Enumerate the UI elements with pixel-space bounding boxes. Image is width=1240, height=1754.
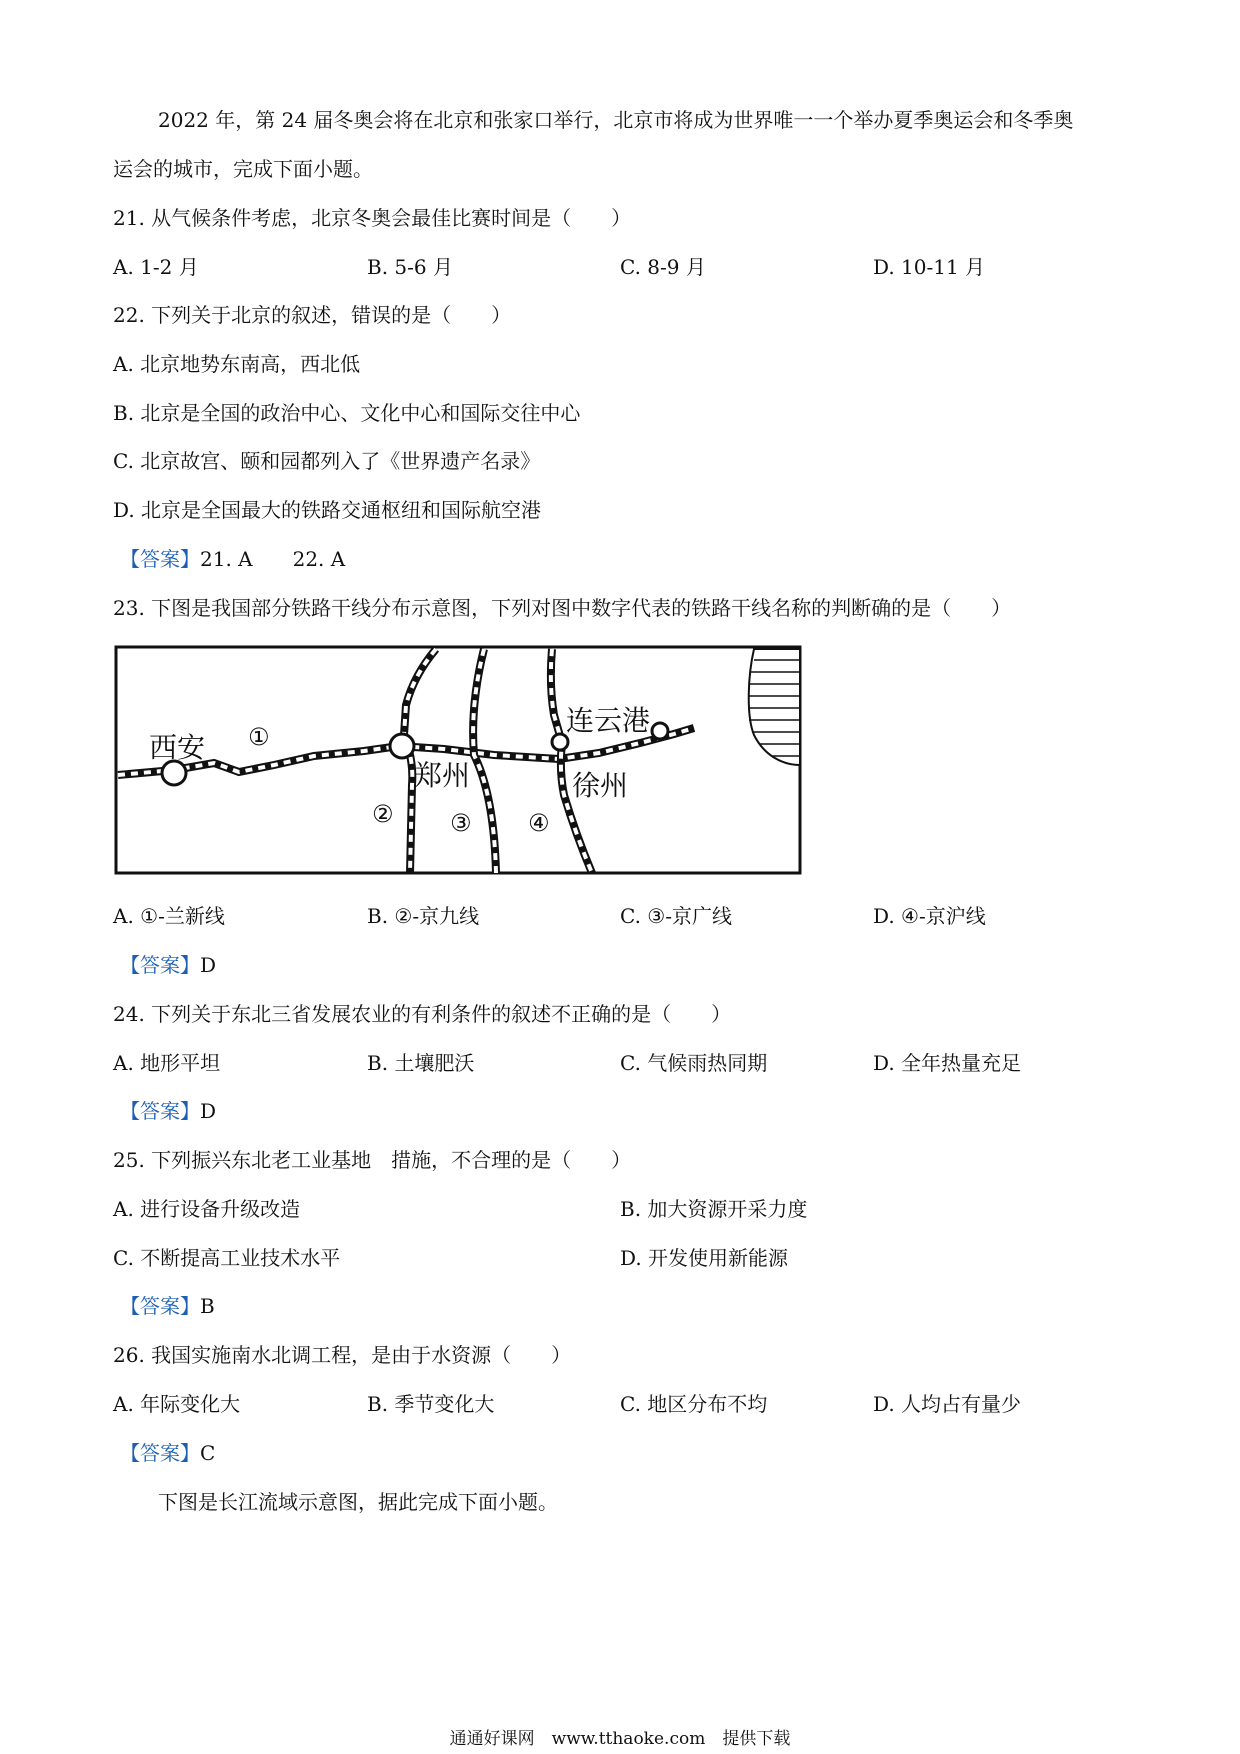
- intro-paragraph-line-1: 2022 年，第 24 届冬奥会将在北京和张家口举行，北京市将成为世界唯一一个举办夏季奥运会和冬季奥: [158, 108, 1074, 132]
- answer-24: [120, 1098, 216, 1124]
- answer-text: 21. A 22. A: [200, 547, 346, 571]
- answer-tag: 【答案】: [120, 547, 200, 571]
- answer-23: [120, 952, 216, 978]
- intro-paragraph-2: 下图是长江流域示意图，据此完成下面小题。: [158, 1490, 558, 1514]
- question-21-stem: 21. 从气候条件考虑，北京冬奥会最佳比赛时间是（ ）: [113, 206, 632, 230]
- question-21-option-c: C. 8-9 月: [620, 255, 706, 279]
- label-number-2: ②: [372, 800, 394, 828]
- question-23-stem: 23. 下图是我国部分铁路干线分布示意图，下列对图中数字代表的铁路干线名称的判断确的是（ ）: [113, 596, 1012, 620]
- question-25-stem: 25. 下列振兴东北老工业基地 措施，不合理的是（ ）: [113, 1148, 632, 1172]
- answer-21-22: [120, 546, 345, 572]
- question-21-option-d: D. 10-11 月: [873, 255, 986, 279]
- question-24-option-c: C. 气候雨热同期: [620, 1051, 768, 1075]
- question-26-option-b: B. 季节变化大: [367, 1392, 495, 1416]
- lianyungang-marker: [652, 723, 668, 739]
- answer-text: B: [200, 1294, 215, 1318]
- question-23-option-d: D. ④-京沪线: [873, 904, 986, 928]
- question-24-stem: 24. 下列关于东北三省发展农业的有利条件的叙述不正确的是（ ）: [113, 1002, 732, 1026]
- railway-map: [114, 645, 804, 875]
- question-22-option-b: B. 北京是全国的政治中心、文化中心和国际交往中心: [113, 401, 581, 425]
- question-24-option-b: B. 土壤肥沃: [367, 1051, 475, 1075]
- question-24-option-d: D. 全年热量充足: [873, 1051, 1022, 1075]
- answer-text: D: [200, 1099, 217, 1123]
- question-25-option-a: A. 进行设备升级改造: [113, 1197, 301, 1221]
- question-24-option-a: A. 地形平坦: [113, 1051, 221, 1075]
- label-number-4: ④: [528, 809, 550, 837]
- answer-tag: 【答案】: [120, 1441, 200, 1465]
- question-26-option-a: A. 年际变化大: [113, 1392, 241, 1416]
- question-26-stem: 26. 我国实施南水北调工程，是由于水资源（ ）: [113, 1343, 572, 1367]
- question-23-option-b: B. ②-京九线: [367, 904, 480, 928]
- question-22-option-a: A. 北京地势东南高，西北低: [113, 352, 361, 376]
- label-xian: 西安: [149, 731, 206, 764]
- question-25-option-c: C. 不断提高工业技术水平: [113, 1246, 341, 1270]
- question-23-option-c: C. ③-京广线: [620, 904, 732, 928]
- answer-tag: 【答案】: [120, 1099, 200, 1123]
- question-21-option-b: B. 5-6 月: [367, 255, 453, 279]
- answer-tag: 【答案】: [120, 1294, 200, 1318]
- answer-25: [120, 1293, 215, 1319]
- label-number-1: ①: [248, 723, 270, 751]
- label-number-3: ③: [450, 809, 472, 837]
- answer-text: D: [200, 953, 217, 977]
- question-25-option-b: B. 加大资源开采力度: [620, 1197, 808, 1221]
- question-23-option-a: A. ①-兰新线: [113, 904, 225, 928]
- question-21-option-a: A. 1-2 月: [113, 255, 199, 279]
- answer-text: C: [200, 1441, 216, 1465]
- label-lianyungang: 连云港: [566, 704, 651, 737]
- intro-paragraph-line-2: 运会的城市，完成下面小题。: [113, 157, 373, 181]
- label-xuzhou: 徐州: [572, 769, 629, 802]
- question-22-option-d: D. 北京是全国最大的铁路交通枢纽和国际航空港: [113, 498, 542, 522]
- page-footer: 通通好课网 www.tthaoke.com 提供下载: [449, 1729, 791, 1749]
- xian-marker: [162, 761, 186, 785]
- question-22-option-c: C. 北京故宫、颐和园都列入了《世界遗产名录》: [113, 449, 541, 473]
- question-25-option-d: D. 开发使用新能源: [620, 1246, 789, 1270]
- question-22-stem: 22. 下列关于北京的叙述，错误的是（ ）: [113, 303, 512, 327]
- answer-26: [120, 1440, 215, 1466]
- question-26-option-c: C. 地区分布不均: [620, 1392, 768, 1416]
- zhengzhou-marker: [390, 734, 414, 758]
- question-26-option-d: D. 人均占有量少: [873, 1392, 1022, 1416]
- answer-tag: 【答案】: [120, 953, 200, 977]
- label-zhengzhou: 郑州: [414, 759, 471, 792]
